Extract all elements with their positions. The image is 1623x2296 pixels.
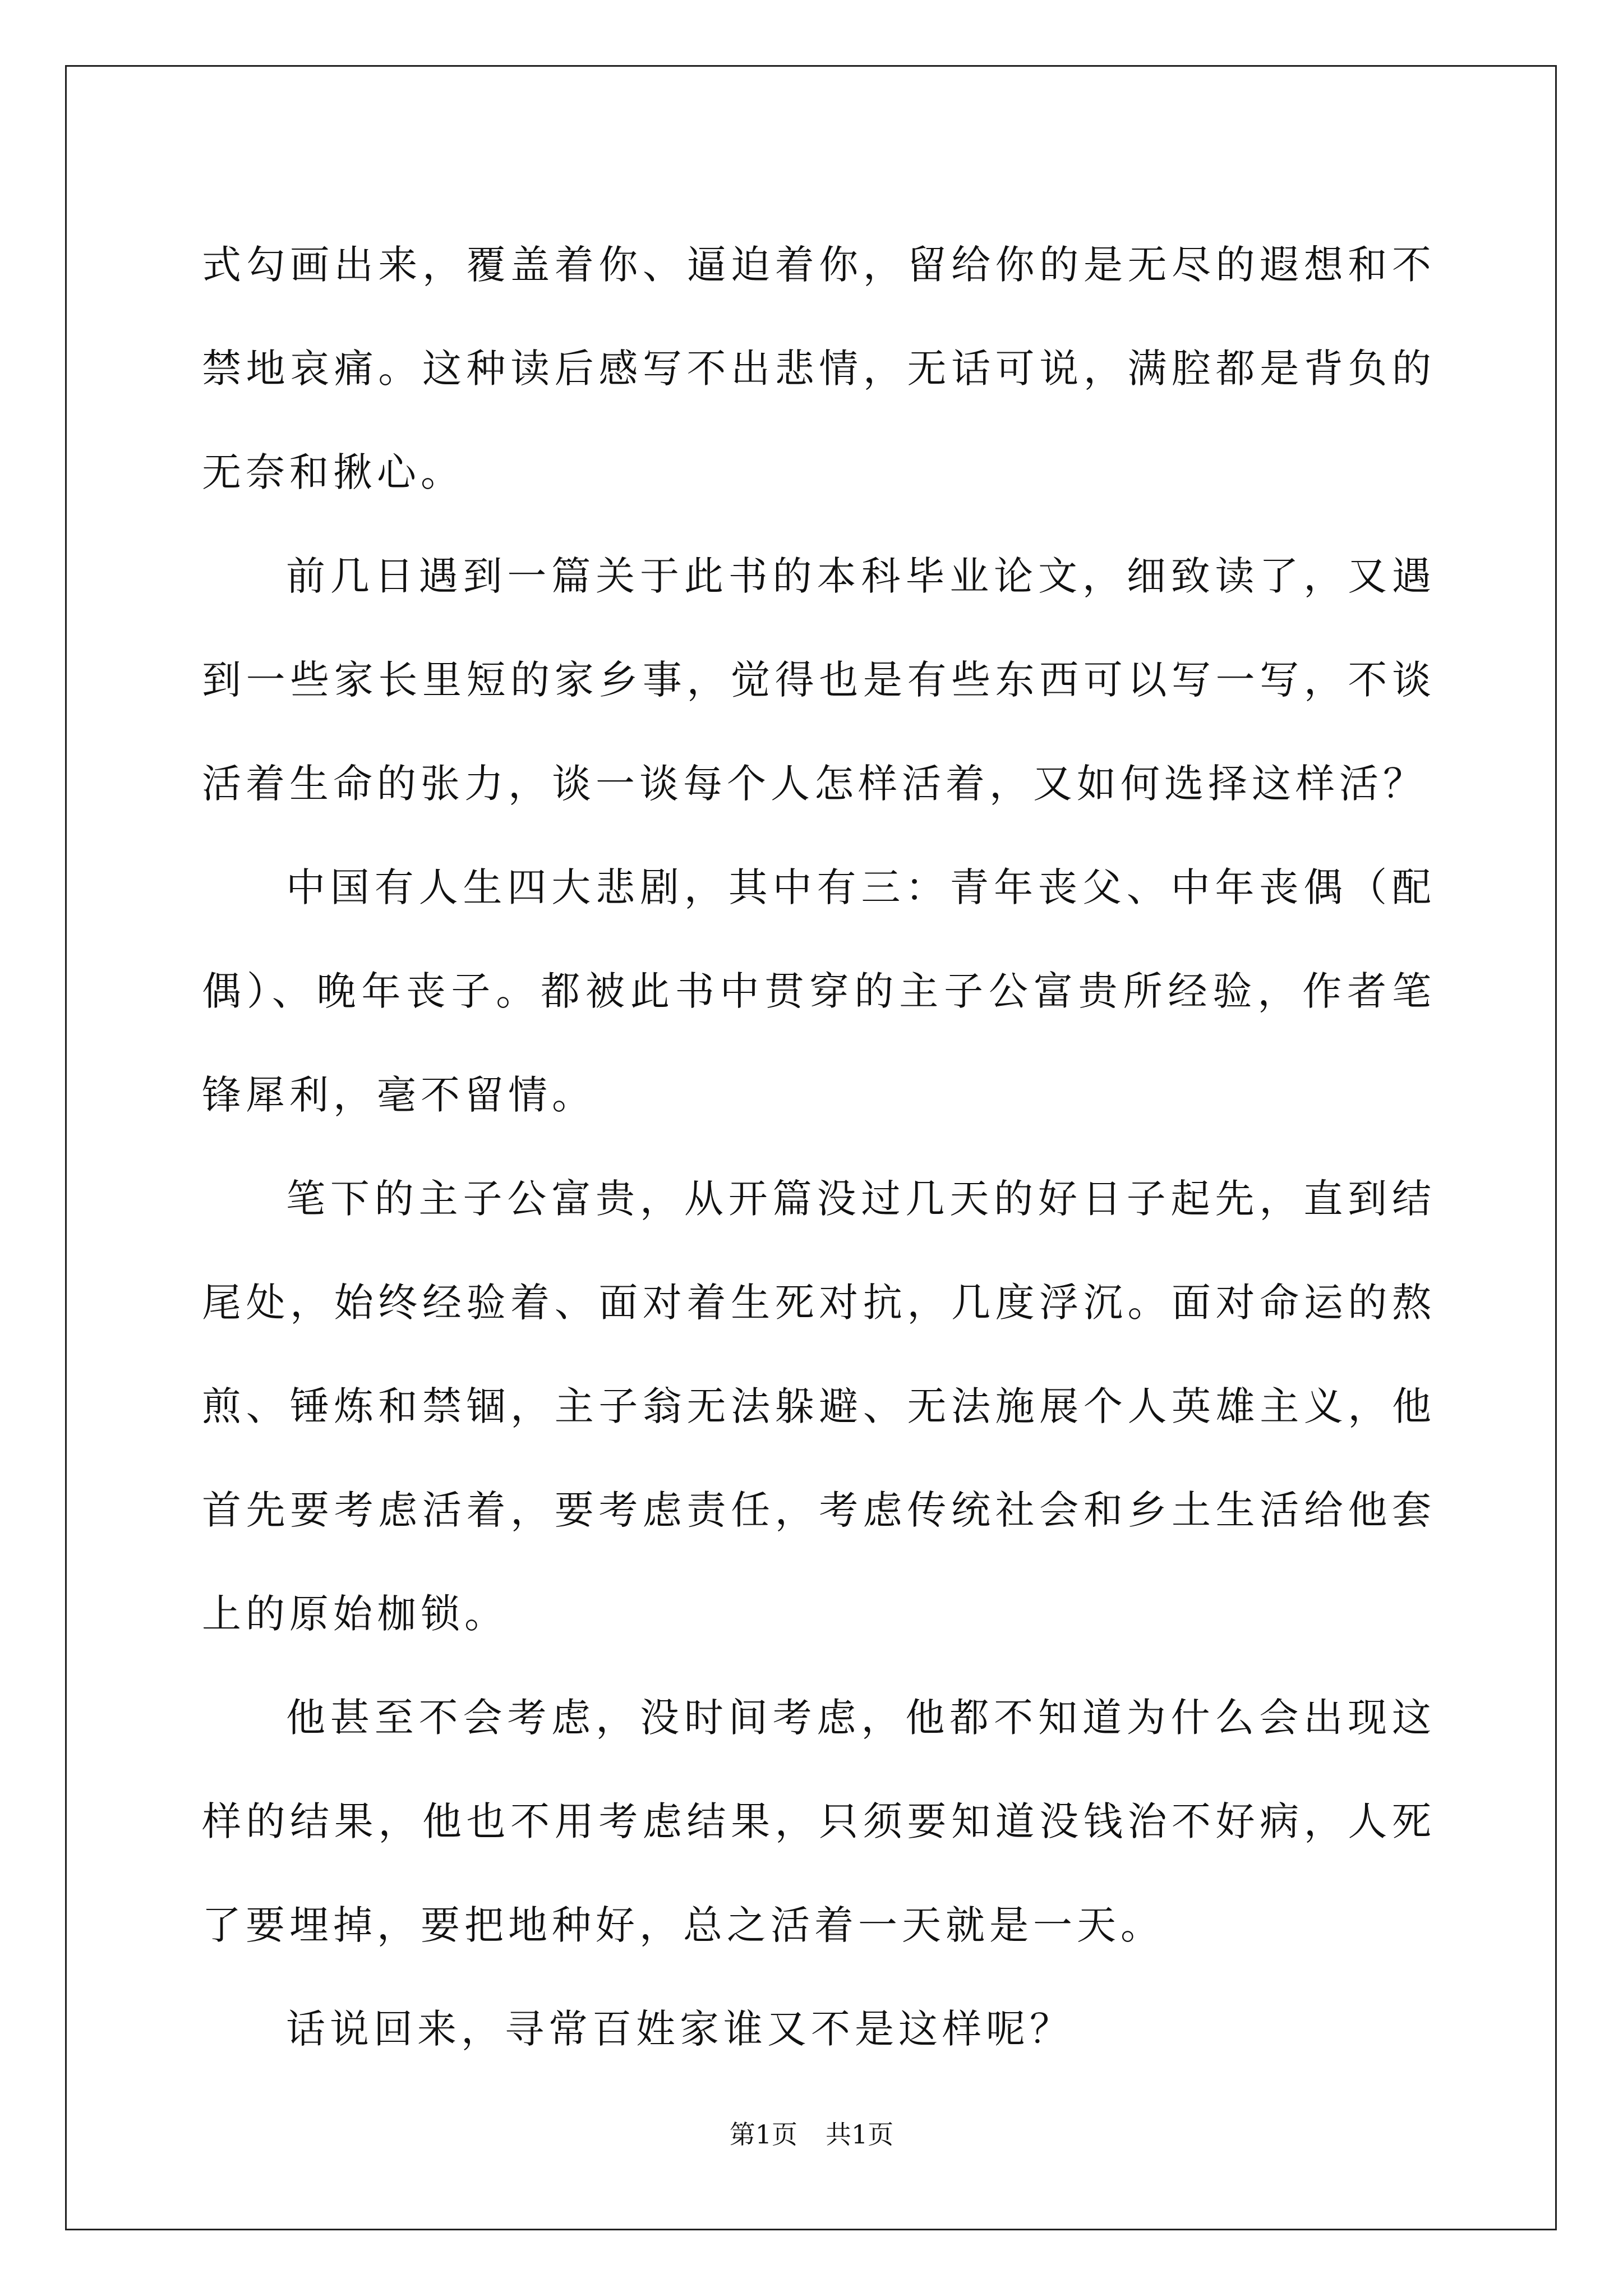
paragraph: 式勾画出来，覆盖着你、逼迫着你，留给你的是无尽的遐想和不禁地哀痛。这种读后感写不出悲情，无话可说，满腔都是背负的无奈和揪心。 bbox=[202, 242, 1436, 495]
paragraph: 笔下的主子公富贵，从开篇没过几天的好日子起先，直到结尾处，始终经验着、面对着生死对抗，几度浮沉。面对命运的熬煎、锤炼和禁锢，主子翁无法躲避、无法施展个人英雄主义，他首先要考虑活着，要考虑责任，考虑传统社会和乡土生活给他套上的原始枷锁。 bbox=[202, 1176, 1436, 1637]
paragraph: 前几日遇到一篇关于此书的本科毕业论文，细致读了，又遇到一些家长里短的家乡事，觉得也是有些东西可以写一写，不谈活着生命的张力，谈一谈每个人怎样活着，又如何选择这样活？ bbox=[202, 553, 1436, 807]
page-number: 第1页 bbox=[729, 2119, 797, 2150]
document-body bbox=[202, 213, 1436, 2081]
page-footer bbox=[0, 2118, 1623, 2151]
page-total: 共1页 bbox=[826, 2119, 894, 2150]
paragraph: 中国有人生四大悲剧，其中有三：青年丧父、中年丧偶（配偶）、晚年丧子。都被此书中贯穿的主子公富贵所经验，作者笔锋犀利，毫不留情。 bbox=[202, 864, 1436, 1118]
paragraph: 话说回来，寻常百姓家谁又不是这样呢？ bbox=[286, 2006, 1073, 2052]
paragraph: 他甚至不会考虑，没时间考虑，他都不知道为什么会出现这样的结果，他也不用考虑结果，只须要知道没钱治不好病，人死了要埋掉，要把地种好，总之活着一天就是一天。 bbox=[202, 1695, 1436, 1948]
